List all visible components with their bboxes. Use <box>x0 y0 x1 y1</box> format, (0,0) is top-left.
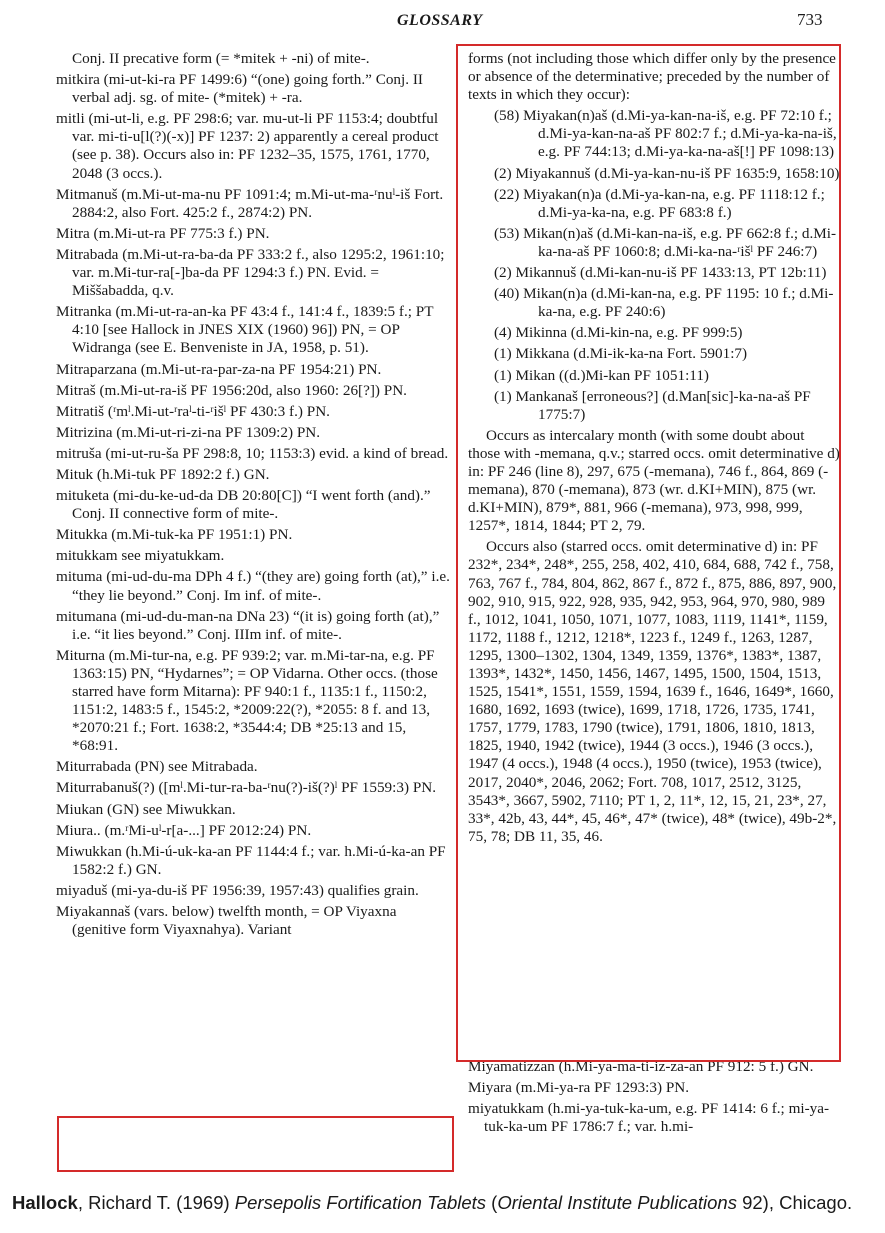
glossary-entry: Mitmanuš (m.Mi-ut-ma-nu PF 1091:4; m.Mi-ut-ma-ʳnuˡ-iš Fort. 2884:2, also Fort. 425:2 f., 2874:2) PN. <box>56 185 444 221</box>
glossary-entry: Mitraš (m.Mi-ut-ra-iš PF 1956:20d, also 1960: 26[?]) PN. <box>56 381 407 399</box>
glossary-entry: Conj. II precative form (= *mitek + -ni) of mite-. <box>72 50 370 67</box>
variant-item: (1) Mankanaš [erroneous?] (d.Man[sic]-ka-na-aš PF 1775:7) <box>494 387 811 423</box>
variant-item: (58) Miyakan(n)aš (d.Mi-ya-kan-na-iš, e.g. PF 72:10 f.; d.Mi-ya-kan-na-aš PF 802:7 f.; d.Mi-ya-ka-na-iš, e.g. PF 744:13; d.Mi-ya-ka-na-aš[!] PF 1098:13) <box>494 107 837 161</box>
glossary-entry: mitruša (mi-ut-ru-ša PF 298:8, 10; 1153:3) evid. a kind of bread. <box>56 444 449 462</box>
glossary-entry: mituma (mi-ud-du-ma DPh 4 f.) “(they are) going forth (at),” i.e. “they lie beyond.” Conj. Im inf. of mite-. <box>56 568 450 604</box>
glossary-entry: Miturrabada (PN) see Mitrabada. <box>56 758 258 776</box>
variant-item: (53) Mikan(n)aš (d.Mi-kan-na-iš, e.g. PF 662:8 f.; d.Mi-ka-na-aš PF 1060:8; d.Mi-ka-na-ʳišˡ PF 246:7) <box>494 224 837 260</box>
glossary-entry: Miura.. (m.ʳMi-uˡ-r[a-...] PF 2012:24) PN. <box>56 821 312 839</box>
citation-title: Persepolis Fortification Tablets <box>234 1192 487 1213</box>
glossary-entry: mitukkam see miyatukkam. <box>56 547 225 565</box>
glossary-entry: mituketa (mi-du-ke-ud-da DB 20:80[C]) “I went forth (and).” Conj. II connective form of mite-. <box>56 487 431 523</box>
highlight-box-left <box>57 1116 454 1172</box>
variant-item: (22) Miyakan(n)a (d.Mi-ya-kan-na, e.g. PF 1118:12 f.; d.Mi-ya-ka-na, e.g. PF 683:8 f.) <box>494 185 825 221</box>
variant-intro: forms (not including those which differ only by the presence or absence of the determinative; preceded by the number of texts in which they occur): <box>468 50 836 104</box>
glossary-entry: Miturrabanuš(?) ([mˡ.Mi-tur-ra-ba-ʳnu(?)-iš(?)ˡ PF 1559:3) PN. <box>56 779 437 797</box>
glossary-entry: Miwukkan (h.Mi-ú-uk-ka-an PF 1144:4 f.; var. h.Mi-ú-ka-an PF 1582:2 f.) GN. <box>56 842 446 878</box>
glossary-entry: Miyamatizzan (h.Mi-ya-ma-ti-iz-za-an PF 912: 5 f.) GN. <box>468 1058 814 1075</box>
intercalary-paragraph: Occurs as intercalary month (with some doubt about those with -memana, q.v.; starred occs. omit determinative d) in: PF 246 (line 8), 297, 675 (-memana), 746 f., 864, 869 (-memana), 870 (-memana), 873 (wr. d.KI+MIN), 875 (wr. d.KI+MIN), 879*, 881, 966 (-memana), 973, 998, 999, 1257*, 1814, 1844; PT 2, 79. <box>468 426 840 535</box>
glossary-entry: mitli (mi-ut-li, e.g. PF 298:6; var. mu-ut-li PF 1153:4; doubtful var. mi-ti-u[l(?)(-x)] PF 1237: 2) apparently a cereal product (see p. 38). Occurs also in: PF 1232–35, 1575, 1761, 1770, 2048 (3 occs.). <box>56 110 439 182</box>
glossary-entry: miyaduš (mi-ya-du-iš PF 1956:39, 1957:43) qualifies grain. <box>56 881 419 899</box>
glossary-entry: mitkira (mi-ut-ki-ra PF 1499:6) “(one) going forth.” Conj. II verbal adj. sg. of mite- (*mitek) + -ra. <box>56 71 423 107</box>
citation-part2: ( <box>486 1192 498 1213</box>
citation-author: Hallock <box>12 1192 78 1213</box>
glossary-entry: Mitrizina (m.Mi-ut-ri-zi-na PF 1309:2) PN. <box>56 423 321 441</box>
citation-part3: 92), Chicago. <box>736 1192 853 1213</box>
running-head: GLOSSARY <box>397 12 483 29</box>
glossary-entry: Mituk (h.Mi-tuk PF 1892:2 f.) GN. <box>56 465 270 483</box>
glossary-entry: Miyakannaš (vars. below) twelfth month, = OP Viyaxna (genitive form Viyaxnahya). Variant <box>56 903 397 939</box>
glossary-entry: Mitratiš (ʳmˡ.Mi-ut-ʳraˡ-ti-ʳišˡ PF 430:3 f.) PN. <box>56 402 330 420</box>
citation <box>12 1192 877 1214</box>
page-number: 733 <box>797 10 823 29</box>
citation-series: Oriental Institute Publications <box>497 1192 737 1213</box>
glossary-entry: Mitra (m.Mi-ut-ra PF 775:3 f.) PN. <box>56 224 270 242</box>
glossary-entry: Mitukka (m.Mi-tuk-ka PF 1951:1) PN. <box>56 526 293 544</box>
glossary-entry: Miukan (GN) see Miwukkan. <box>56 800 236 818</box>
glossary-entry: Mitrabada (m.Mi-ut-ra-ba-da PF 333:2 f., also 1295:2, 1961:10; var. m.Mi-tur-ra[-]ba-da PF 1294:3 f.) PN. Evid. = Miššabadda, q.v. <box>56 245 445 300</box>
occurrences-paragraph: Occurs also (starred occs. omit determinative d) in: PF 232*, 234*, 248*, 255, 258, 402, 410, 684, 688, 742 f., 758, 763, 767 f., 784, 804, 862, 867 f., 872 f., 875, 886, 897, 900, 902, 910, 915, 922, 928, 935, 942, 953, 964, 970, 980, 989 f., 1012, 1041, 1050, 1071, 1077, 1083, 1119, 1141*, 1159, 1172, 1188 f., 1212, 1218*, 1223 f., 1249 f., 1263, 1287, 1295, 1300–1302, 1304, 1349, 1359, 1376*, 1383*, 1387, 1393*, 1432*, 1450, 1456, 1467, 1495, 1500, 1504, 1513, 1525, 1541*, 1551, 1559, 1594, 1639 f., 1646, 1649*, 1660, 1680, 1692, 1693 (twice), 1699, 1718, 1726, 1735, 1741, 1757, 1779, 1783, 1790 (twice), 1791, 1806, 1810, 1813, 1825, 1940, 1942 (twice), 1944 (3 occs.), 1946 (3 occs.), 1947 (4 occs.), 1948 (4 occs.), 1950 (twice), 1953 (twice), 2017, 2040*, 2046, 2062; Fort. 708, 1017, 2512, 3125, 3543*, 3667, 5902, 7110; PT 1, 2, 11*, 12, 15, 21, 23*, 27, 33*, 42b, 43, 44*, 45, 46*, 47* (twice), 48* (twice), 49b-2*, 75, 78; DB 11, 35, 46. <box>468 538 837 845</box>
glossary-entry: Miturna (m.Mi-tur-na, e.g. PF 939:2; var. m.Mi-tar-na, e.g. PF 1363:15) PN, “Hydarnes”; = OP Vidarna. Other occs. (those starred have form Mitarna): PF 940:1 f., 1135:1 f., 1150:2, 1151:2, 1483:5 f., 1545:2, *2009:22(?), *2055: 8 f. and 13, *2070:21 f.; Fort. 1638:2, *3544:4; DB *25:13 and 15, *68:91. <box>56 646 438 755</box>
right-column-after <box>468 1058 840 1139</box>
glossary-entry: miyatukkam (h.mi-ya-tuk-ka-um, e.g. PF 1414: 6 f.; mi-ya-tuk-ka-um PF 1786:7 f.; var. h.mi- <box>468 1100 830 1136</box>
left-column <box>56 50 452 942</box>
glossary-entry: Mitraparzana (m.Mi-ut-ra-par-za-na PF 1954:21) PN. <box>56 360 382 378</box>
glossary-entry: mitumana (mi-ud-du-man-na DNa 23) “(it is) going forth (at),” i.e. “it lies beyond.” Conj. IIIm inf. of mite-. <box>56 607 440 643</box>
glossary-entry: Miyara (m.Mi-ya-ra PF 1293:3) PN. <box>468 1079 690 1097</box>
glossary-entry: Mitranka (m.Mi-ut-ra-an-ka PF 43:4 f., 141:4 f., 1839:5 f.; PT 4:10 [see Hallock in JNES XIX (1960) 96]) PN, = OP Widranga (see E. Benveniste in JA, 1958, p. 51). <box>56 303 434 357</box>
variant-item: (2) Miyakannuš (d.Mi-ya-kan-nu-iš PF 1635:9, 1658:10) <box>494 164 840 182</box>
highlight-box-right <box>456 44 841 1062</box>
variant-item: (2) Mikannuš (d.Mi-kan-nu-iš PF 1433:13, PT 12b:11) <box>494 264 827 282</box>
variant-item: (1) Mikan ((d.)Mi-kan PF 1051:11) <box>494 366 709 384</box>
variant-item: (1) Mikkana (d.Mi-ik-ka-na Fort. 5901:7) <box>494 345 748 363</box>
page-header <box>0 10 885 34</box>
citation-part1: , Richard T. (1969) <box>77 1192 235 1213</box>
variant-item: (4) Mikinna (d.Mi-kin-na, e.g. PF 999:5) <box>494 324 743 342</box>
variant-item: (40) Mikan(n)a (d.Mi-kan-na, e.g. PF 1195: 10 f.; d.Mi-ka-na, e.g. PF 240:6) <box>494 285 834 321</box>
